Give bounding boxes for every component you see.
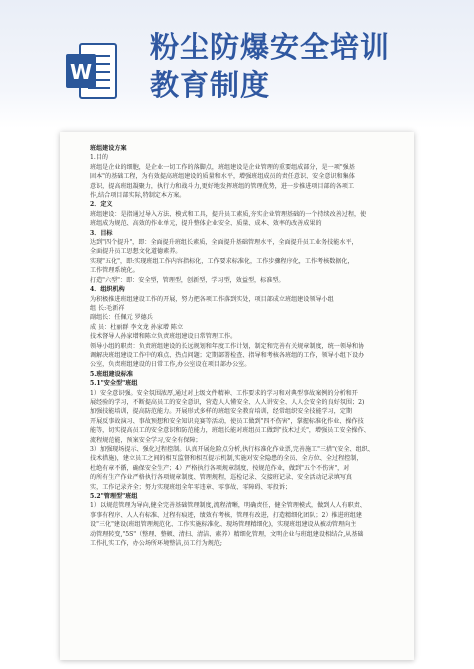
document-line: 工作管理系统化。 [90, 267, 139, 275]
document-line: 实，工作记录齐全；努力实现班组全年零违章、零事故、零障碍、零投诉； [90, 483, 292, 491]
document-line: 领导小组的职责：负责班组建设的长远规划和年度工作计划，制定和完善有关规章制度，统一领导和协 [90, 342, 365, 350]
document-line: 流程规范能，预案安全学习,安全有保障； [90, 436, 202, 444]
document-line: 实现"五化"，即:实现班组工作内容指标化，工作要求标准化，工作步骤程序化，工作考核数据化， [90, 257, 354, 265]
document-line: 能等，切实提高员工的安全意识和防范能力，班组长能对班组员工做到"技术过关"，增强员工安全操作、 [90, 427, 370, 435]
document-line: 工作扎实工作，办公场所环境整洁,员工行为规范; [90, 540, 222, 548]
document-line: 1.目的 [90, 154, 109, 162]
document-heading: 5.1"安全型"班组 [90, 380, 138, 388]
document-line: 组 长:毛新祥 [90, 304, 125, 312]
document-line: 达到"四个提升"，即：全面提升班组长素质，全面提升基础管理水平，全面提升员工业务技能水平， [90, 239, 358, 247]
title-line-1: 粉尘防爆安全培训 [150, 30, 391, 64]
document-line: 班组是企业的细胞，是企业一切工作的落脚点，班组建设是企业管理的重要组成部分，是一项"强基 [90, 163, 355, 171]
document-line: 杜绝有章不循，确保安全生产；4）严格执行各项规章制度，按规范作业，做到"五个不伤害"，对 [90, 464, 350, 472]
document-line: 班组建设：是指通过导入方法、模式和工具，提升员工素质,夯实企业管理基础的一个持续改善过程，使 [90, 210, 367, 218]
title-line-2: 教育制度 [150, 68, 271, 102]
document-line: 为积极推进班组建设工作的开展，努力把各项工作落到实处，项目部成立班组建设领导小组 [90, 295, 334, 303]
word-document-icon [66, 40, 118, 102]
word-icon-letter: W [69, 60, 93, 84]
document-heading: 班组建设方案 [90, 145, 127, 152]
document-line: 3）加强现场提示、强化过程控制。认真开展危险点分析,执行标准化作业票,完善施工"三措"(安全、组织、 [90, 446, 374, 453]
document-heading: 4．组织机构 [90, 286, 125, 294]
document-line: 调解决班组建设工作中的难点、热点问题；定期部署检查、指导和考核各班组的工作，领导小组下设办 [90, 351, 365, 359]
document-line: 开展反事故演习、事故预想和安全知识竞赛等活动，使员工做到"四不伤害"，掌握标准化作业、操作技 [90, 417, 364, 425]
document-line: 加强技能培训，提高防范能力。开展形式多样的班组安全教育培训，经常组织安全技能学习，定期 [90, 408, 353, 416]
page-title [150, 28, 460, 104]
document-heading: 5.2"管理型"班组 [90, 493, 138, 501]
document-line: 班组成为规范、高效的作业单元，提升整体企业安全、质量、成本、效率的改善成果的 [90, 220, 322, 228]
hero-banner [0, 0, 474, 128]
document-line: 展经验的学习，不断提高员工的安全意识，营造人人懂安全、人人讲安全、人人会安全的良好氛围；2) [90, 398, 365, 406]
document-line: 副组长：任佩元 罗德兵 [90, 314, 153, 322]
document-preview [60, 132, 414, 660]
document-line: 作,结合项目部实际,特制定本方案。 [90, 192, 186, 200]
document-line: 打造"六型"：即：安全型，管理型，创新型，学习型，效益型，标准型。 [90, 276, 285, 284]
document-line: 意识，提高班组凝聚力，执行力和战斗力,更好地发挥班组的管理优势，进一步推进项目部的各项工 [90, 182, 354, 190]
document-line: 1）以规范管理为导向,健全完善基础管理制度,流程清晰，明确责任，健全管理模式，做到人人有职责、 [90, 502, 366, 510]
document-body [90, 144, 390, 654]
document-line: 全面提升员工思想文化道德素养。 [90, 248, 182, 256]
document-heading: 2．定义 [90, 201, 113, 209]
document-line: 成 员：杜丽群 李文龙 孙家增 陈立 [90, 323, 184, 331]
document-line: 动管理转变,"5S"（整理、整顿、清扫、清洁、素养）精细化管理，文明企业与班组建设相结合,从基础 [90, 530, 364, 538]
document-line: 事事有程序、人人有标准、过程有痕迹，绩效有考核，管理有改进，打造精细化团队；2）推进班组建 [90, 511, 363, 519]
document-line: 1）安全意识强。安全氛围浓厚,通过对上级文件精神、工作要求的学习和对典型事故案例的分析和开 [90, 389, 358, 397]
document-line: 设"三化"建设(班组管理规范化、工作实施标准化、现场管理精细化)，实现班组建设从被动管理向主 [90, 521, 357, 529]
document-line: 技术督导人孙家增和陈立负责班组建设日常管理工作。 [90, 333, 237, 341]
document-line: 固本"的基础工程，为有效提高班组建设的质量和水平，增强班组成员的责任意识、安全意识和集体 [90, 173, 355, 181]
document-line: 的所有生产作业严格执行各项规章制度、管理规程，巡检记录、交接班记录、安全活动记录填写真 [90, 474, 353, 482]
document-line: 公室，负责班组建设的日常工作,办公室设在项目部办公室。 [90, 361, 251, 369]
document-heading: 3．目标 [90, 229, 113, 237]
document-heading: 5.班组建设标准 [90, 370, 133, 378]
document-line: 技术措施)，建立员工之间的相互监督和相互提示机制,实施对安全隐患的全员、全方位、全过程控制， [90, 455, 363, 463]
